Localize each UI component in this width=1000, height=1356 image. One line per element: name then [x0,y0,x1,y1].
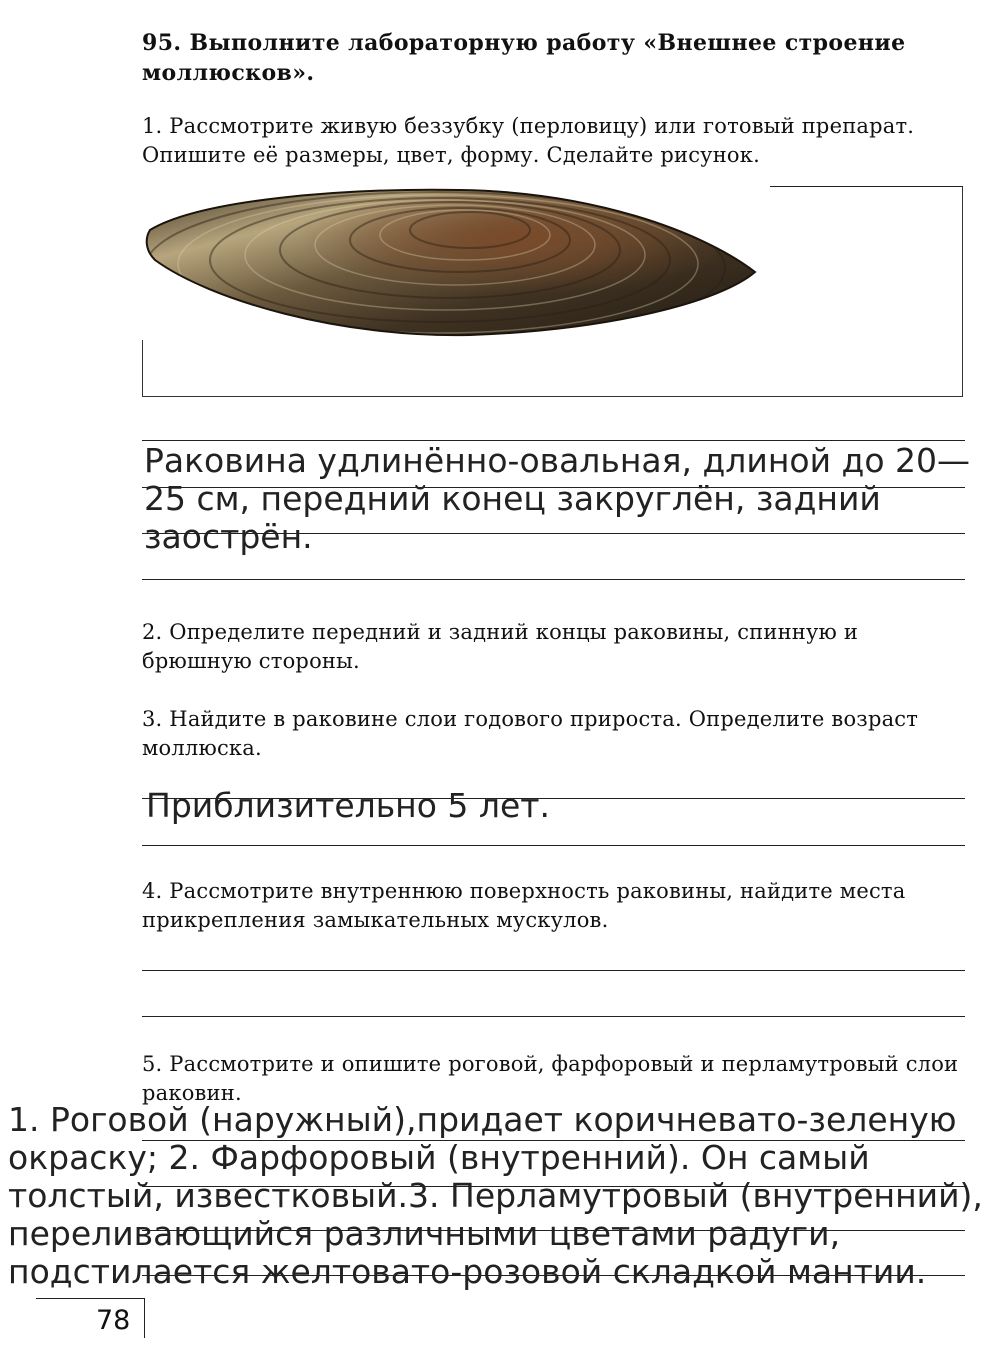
answer-5-line-1: 1. Роговой (наружный),придает коричневато-зеленую [8,1100,957,1139]
page-number-rule [36,1298,144,1299]
mussel-shell-image [140,180,770,345]
step-4-text: 4. Рассмотрите внутреннюю поверхность раковины, найдите места прикрепления замыкательных мускулов. [142,879,906,932]
answer-line [142,845,965,846]
answer-5-line-5: подстилается желтовато-розовой складкой мантии. [8,1252,927,1291]
answer-line [142,970,965,971]
answer-1-line-3: заострён. [144,517,313,556]
frame-top-edge [770,186,963,187]
page-number: 78 [96,1305,131,1336]
answer-5-line-3: толстый, известковый.3. Перламутровый (внутренний), [8,1176,983,1215]
answer-line [142,1016,965,1017]
step-2-text: 2. Определите передний и задний концы раковины, спинную и брюшную стороны. [142,620,859,673]
step-3-text: 3. Найдите в раковине слои годового прироста. Определите возраст моллюска. [142,707,919,760]
answer-1-line-1: Раковина удлинённо-овальная, длиной до 20— [144,441,971,480]
answer-line [142,579,965,580]
answer-3-text: Приблизительно 5 лет. [146,786,551,825]
step-1-text: 1. Рассмотрите живую беззубку (перловицу) или готовый препарат. Опишите её размеры, цвет, форму. Сделайте рисунок. [142,114,915,167]
task-title: 95. Выполните лабораторную работу «Внешнее строение моллюсков». [142,30,906,86]
step-5-text: 5. Рассмотрите и опишите роговой, фарфоровый и перламутровый слои раковин. [142,1052,959,1105]
answer-5-line-2: окраску; 2. Фарфоровый (внутренний). Он самый [8,1138,870,1177]
frame-left-edge [142,340,143,396]
answer-5-line-4: переливающийся различными цветами радуги, [8,1214,841,1253]
answer-1-line-2: 25 см, передний конец закруглён, задний [144,479,881,518]
page-number-divider [144,1298,145,1338]
